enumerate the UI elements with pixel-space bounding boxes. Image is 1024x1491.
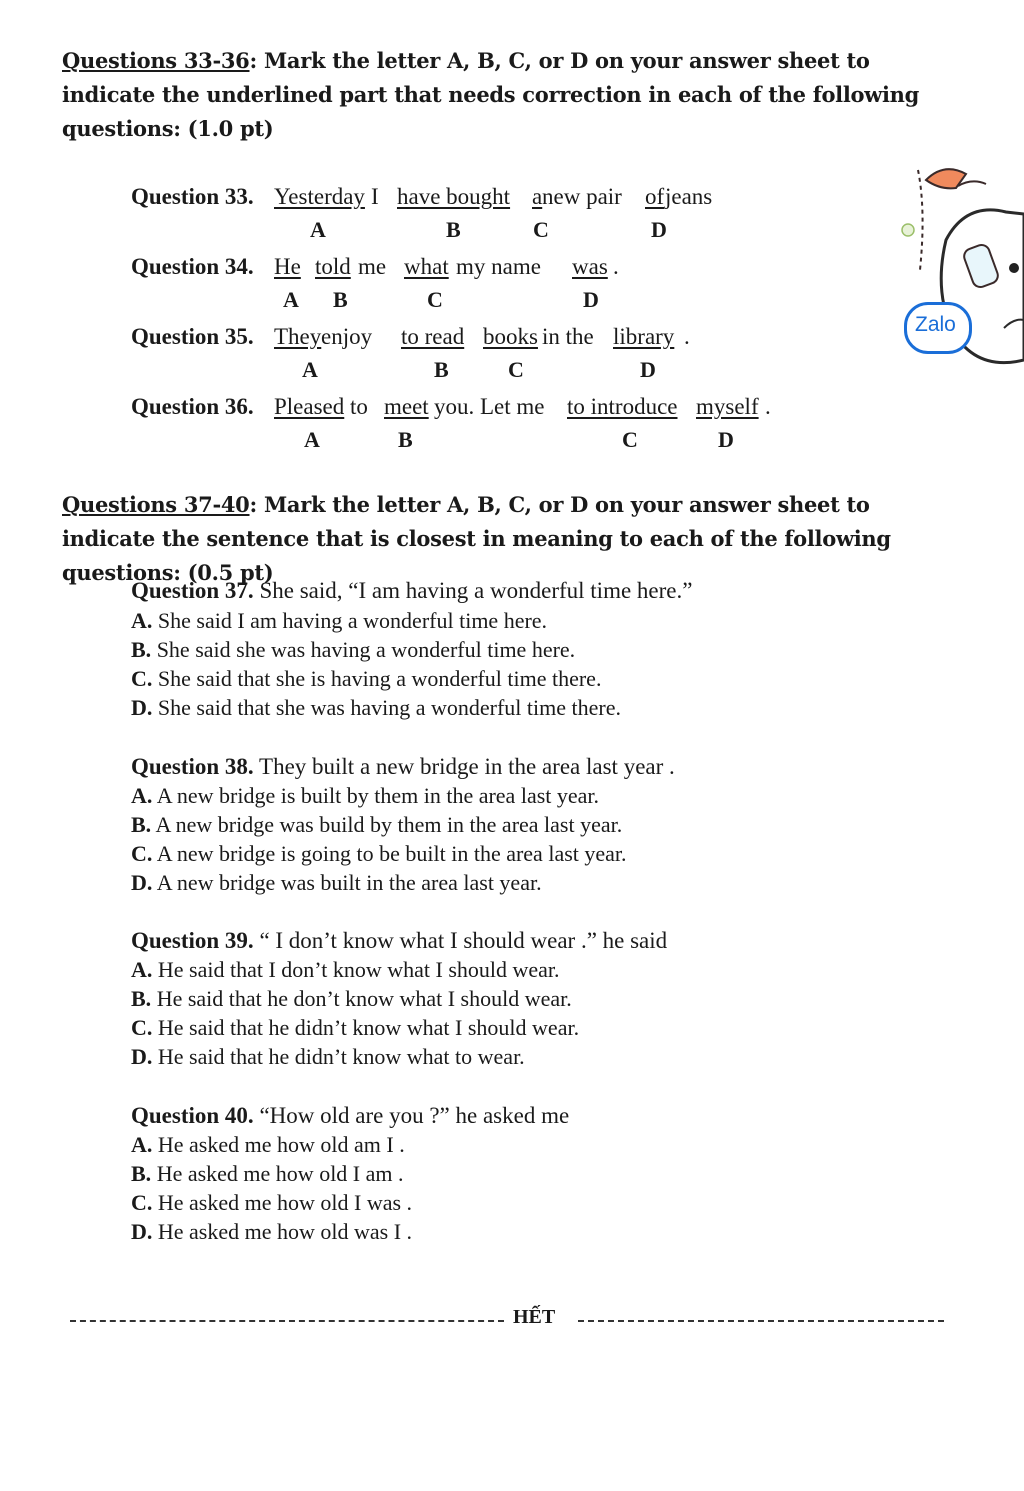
q34-letters — [0, 287, 1024, 317]
option-letter: C. — [131, 1190, 153, 1215]
option-text: He asked me how old am I . — [157, 1132, 405, 1157]
q39-stem: “ I don’t know what I should wear .” he said — [253, 928, 668, 953]
question-39 — [131, 926, 667, 956]
q35-letter-a: A — [302, 357, 318, 382]
q40-label: Question 40. — [131, 1103, 254, 1128]
option-text: A new bridge is going to be built in the area last year. — [156, 841, 627, 866]
q37-option-d — [131, 693, 621, 722]
q34-letter-d: D — [583, 287, 599, 312]
q35-text-2: in the — [542, 324, 594, 349]
q36-part-b: meet — [384, 394, 429, 419]
q38-option-d — [131, 868, 542, 897]
q35-part-d: library — [613, 324, 675, 349]
option-letter: A. — [131, 608, 153, 633]
q38-option-b — [131, 810, 622, 839]
q34-text-3: . — [613, 254, 619, 279]
q36-part-a: Pleased — [274, 394, 345, 419]
q33-letter-c: C — [533, 217, 549, 242]
option-letter: C. — [131, 666, 153, 691]
q33-letter-a: A — [310, 217, 326, 242]
q34-letter-c: C — [427, 287, 443, 312]
option-letter: B. — [131, 986, 152, 1011]
zalo-text: Zalo — [915, 313, 956, 336]
option-text: She said she was having a wonderful time here. — [156, 637, 576, 662]
q39-option-b — [131, 984, 572, 1013]
q40-stem: “How old are you ?” he asked me — [253, 1103, 570, 1128]
option-letter: D. — [131, 870, 153, 895]
section2-range: Questions 37-40 — [62, 492, 250, 517]
q33-label: Question 33. — [131, 184, 254, 209]
divider-line-right — [578, 1320, 944, 1322]
q40-option-b — [131, 1159, 404, 1188]
q33-part-d: of — [645, 184, 665, 209]
q33-part-c: a — [532, 184, 543, 209]
q34-part-a: He — [274, 254, 301, 279]
q34-letter-b: B — [333, 287, 348, 312]
q33-part-b: have bought — [397, 184, 511, 209]
q33-letter-b: B — [446, 217, 461, 242]
zalo-badge — [904, 302, 972, 354]
option-text: He said that he didn’t know what to wear. — [157, 1044, 525, 1069]
q34-part-c: what — [404, 254, 449, 279]
q38-stem: They built a new bridge in the area last year . — [253, 754, 675, 779]
q33-text-3: jeans — [665, 184, 713, 209]
q34-part-b: told — [315, 254, 351, 279]
q38-option-a — [131, 781, 599, 810]
q35-text-3: . — [684, 324, 690, 349]
question-33 — [131, 182, 831, 212]
option-text: He asked me how old was I . — [157, 1219, 413, 1244]
option-text: A new bridge was build by them in the area last year. — [155, 812, 623, 837]
option-letter: C. — [131, 841, 153, 866]
section2-heading — [62, 488, 962, 590]
option-text: He asked me how old I was . — [157, 1190, 413, 1215]
q36-text-3: . — [765, 394, 771, 419]
option-text: He asked me how old I am . — [156, 1161, 404, 1186]
option-text: She said that she was having a wonderful time there. — [157, 695, 621, 720]
q33-part-a: Yesterday — [274, 184, 365, 209]
divider-line-left — [70, 1320, 504, 1322]
q36-letter-d: D — [718, 427, 734, 452]
q37-label: Question 37. — [131, 578, 254, 603]
option-letter: A. — [131, 957, 153, 982]
q39-label: Question 39. — [131, 928, 254, 953]
question-40 — [131, 1101, 569, 1131]
q35-text: enjoy — [321, 324, 373, 349]
section1-range: Questions 33-36 — [62, 48, 250, 73]
end-divider — [70, 1306, 944, 1336]
q40-option-d — [131, 1217, 412, 1246]
q36-letters — [0, 427, 1024, 457]
option-letter: B. — [131, 637, 152, 662]
q35-part-a: They — [274, 324, 322, 349]
zalo-sticker — [896, 150, 1024, 380]
q33-letter-d: D — [651, 217, 667, 242]
q40-option-c — [131, 1188, 412, 1217]
q39-option-d — [131, 1042, 525, 1071]
option-letter: B. — [131, 812, 152, 837]
q35-part-b: to read — [401, 324, 465, 349]
question-34 — [131, 252, 831, 282]
q35-label: Question 35. — [131, 324, 254, 349]
question-37 — [131, 576, 692, 606]
option-letter: D. — [131, 695, 153, 720]
q36-letter-c: C — [622, 427, 638, 452]
q39-option-a — [131, 955, 560, 984]
option-text: He said that I don’t know what I should wear. — [157, 957, 560, 982]
q37-option-c — [131, 664, 601, 693]
option-text: A new bridge was built in the area last year. — [156, 870, 542, 895]
q35-letter-c: C — [508, 357, 524, 382]
q39-option-c — [131, 1013, 579, 1042]
section1-heading — [62, 44, 962, 146]
q33-text-2: new pair — [542, 184, 622, 209]
end-label: HẾT — [513, 1306, 556, 1328]
q33-text: I — [371, 184, 379, 209]
question-35 — [131, 322, 831, 352]
option-text: She said that she is having a wonderful time there. — [157, 666, 602, 691]
q36-text-2: you. Let me — [434, 394, 545, 419]
option-text: He said that he didn’t know what I should wear. — [157, 1015, 580, 1040]
option-letter: D. — [131, 1219, 153, 1244]
q36-letter-a: A — [304, 427, 320, 452]
q34-letter-a: A — [283, 287, 299, 312]
option-letter: A. — [131, 1132, 153, 1157]
q36-part-c: to introduce — [567, 394, 678, 419]
question-36 — [131, 392, 831, 422]
q38-option-c — [131, 839, 627, 868]
q35-letter-d: D — [640, 357, 656, 382]
q38-label: Question 38. — [131, 754, 254, 779]
q37-option-b — [131, 635, 575, 664]
q33-letters — [0, 217, 1024, 247]
question-38 — [131, 752, 675, 782]
section2-instruction: : Mark the letter A, B, C, or D on your answer sheet to indicate the sentence that is closest in meaning to each of the following questions: (0.5 pt) — [62, 492, 891, 585]
option-letter: B. — [131, 1161, 152, 1186]
option-letter: A. — [131, 783, 153, 808]
option-text: He said that he don’t know what I should wear. — [156, 986, 572, 1011]
q34-part-d: was — [572, 254, 608, 279]
q36-label: Question 36. — [131, 394, 254, 419]
q37-stem: She said, “I am having a wonderful time here.” — [253, 578, 693, 603]
q40-option-a — [131, 1130, 405, 1159]
q37-option-a — [131, 606, 547, 635]
q34-text-2: my name — [456, 254, 541, 279]
q36-letter-b: B — [398, 427, 413, 452]
q35-letters — [0, 357, 1024, 387]
q36-text: to — [350, 394, 368, 419]
q36-part-d: myself — [696, 394, 759, 419]
option-letter: D. — [131, 1044, 153, 1069]
option-letter: C. — [131, 1015, 153, 1040]
option-text: She said I am having a wonderful time here. — [157, 608, 548, 633]
q34-label: Question 34. — [131, 254, 254, 279]
section1-instruction: : Mark the letter A, B, C, or D on your answer sheet to indicate the underlined part that needs correction in each of the following questions: (1.0 pt) — [62, 48, 920, 141]
q35-letter-b: B — [434, 357, 449, 382]
option-text: A new bridge is built by them in the area last year. — [156, 783, 600, 808]
q35-part-c: books — [483, 324, 538, 349]
q34-text: me — [358, 254, 387, 279]
